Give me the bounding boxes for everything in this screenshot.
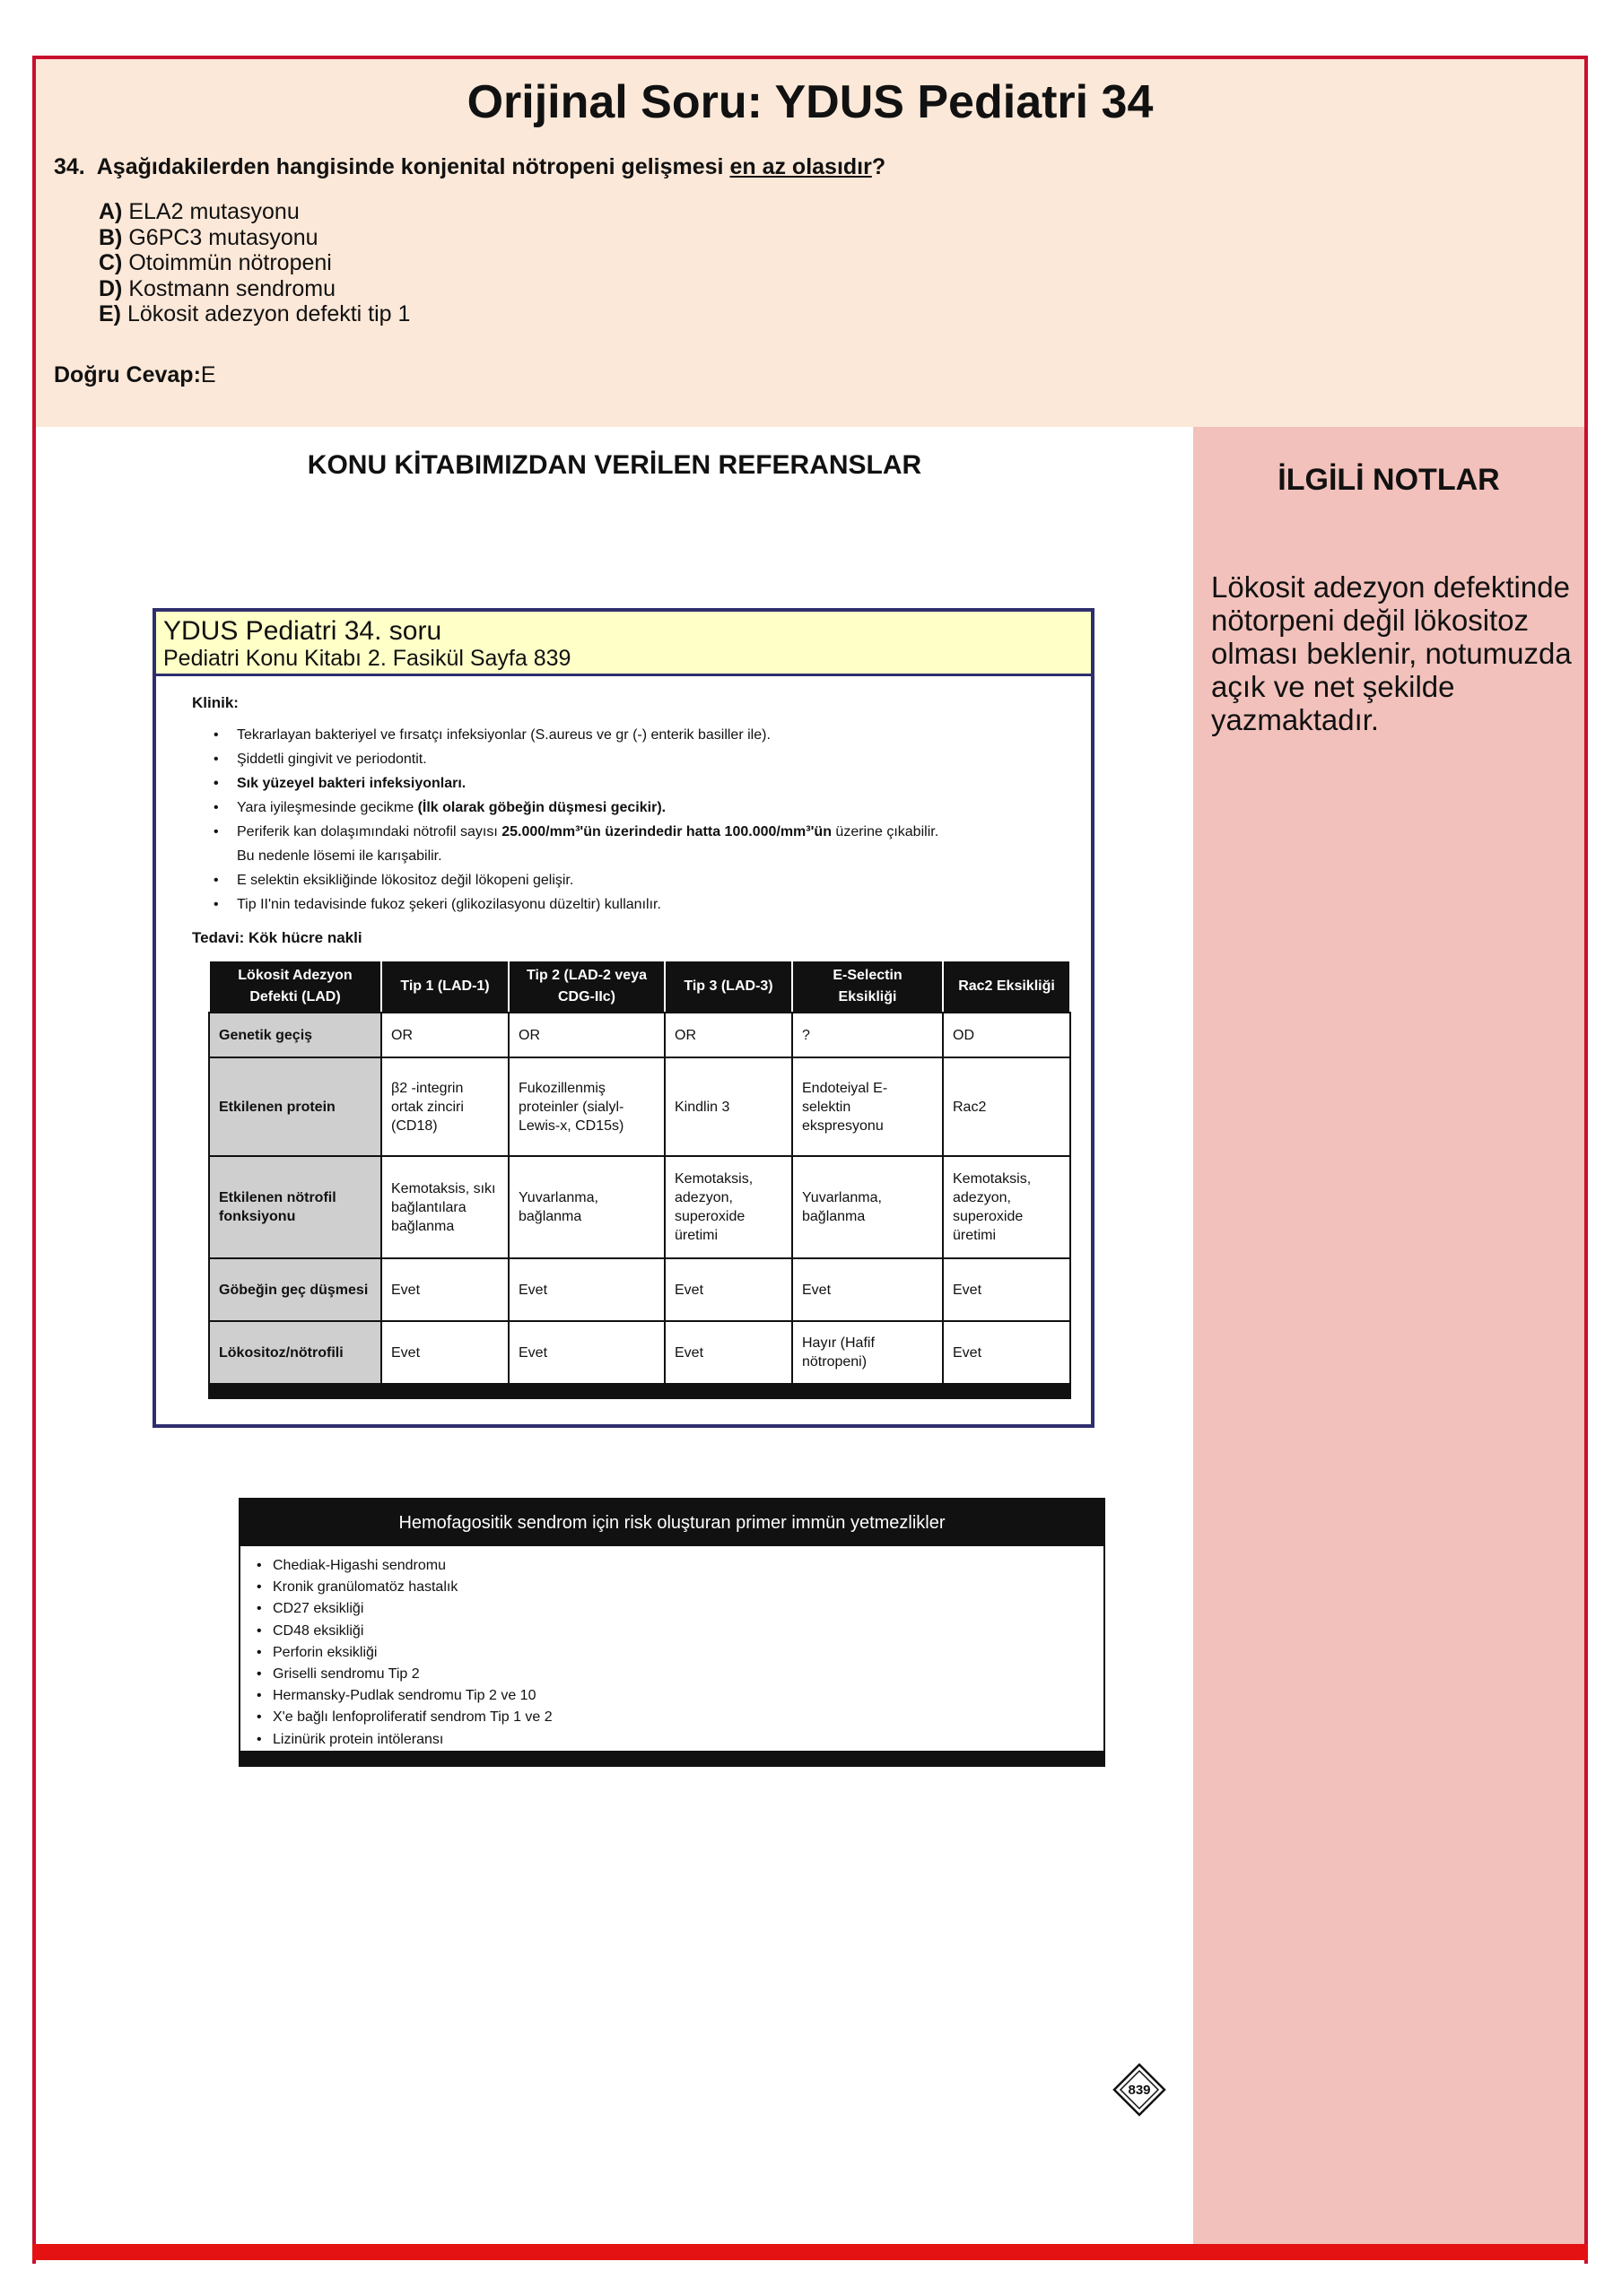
row-label: Etkilenen nötrofil fonksiyonu [209,1156,381,1258]
list-item: • Periferik kan dolaşımındaki nötrofil sayısı 25.000/mm³'ün üzerindedir hatta 100.000/mm³'ün üzerine çıkabilir. [208,820,1069,844]
row-label: Genetik geçiş [209,1013,381,1057]
row-label: Göbeğin geç düşmesi [209,1258,381,1321]
table-header-row [209,961,1070,1013]
hemophagocytic-list [255,1555,553,1751]
table-cell: Fukozillenmiş proteinler (sialyl-Lewis-x, CD15s) [509,1057,665,1156]
table-cell: Evet [509,1321,665,1384]
answer-label: Doğru Cevap: [54,362,201,387]
klinik-list [208,723,1069,917]
lad-table [208,960,1071,1399]
table-header: E-Selectin Eksikliği [792,961,943,1013]
table-cell: OR [509,1013,665,1057]
table-cell: Kemotaksis, sıkı bağlantılara bağlanma [381,1156,509,1258]
question-text-before: Aşağıdakilerden hangisinde konjenital nötropeni gelişmesi [96,154,730,179]
correct-answer [54,362,216,388]
table-cell: Yuvarlanma, bağlanma [509,1156,665,1258]
option-d: D) Kostmann sendromu [99,275,336,301]
row-label: Etkilenen protein [209,1057,381,1156]
list-item: • CD27 eksikliği [255,1598,553,1620]
question-text-underlined: en az olasıdır [729,154,872,179]
hemophagocytic-footer-bar [240,1751,1103,1765]
question-header [36,59,1584,427]
hemophagocytic-title: Hemofagositik sendrom için risk oluşturan primer immün yetmezlikler [240,1500,1103,1546]
reference-header-title: YDUS Pediatri 34. soru [163,616,442,646]
table-cell: Evet [792,1258,943,1321]
hemophagocytic-box [239,1498,1105,1767]
table-cell: Kemotaksis, adezyon, superoxide üretimi [665,1156,792,1258]
table-cell: β2 -integrin ortak zinciri (CD18) [381,1057,509,1156]
table-cell: ? [792,1013,943,1057]
option-a: A) ELA2 mutasyonu [99,199,300,224]
table-row [209,1013,1070,1057]
table-cell: Evet [665,1321,792,1384]
table-row [209,1321,1070,1384]
table-row [209,1258,1070,1321]
question-text-after: ? [871,154,886,179]
references-title: KONU KİTABIMIZDAN VERİLEN REFERANSLAR [307,450,922,480]
notes-panel [1193,427,1584,2248]
option-c: C) Otoimmün nötropeni [99,250,332,275]
table-cell: Rac2 [943,1057,1070,1156]
list-item: • Kronik granülomatöz hastalık [255,1577,553,1598]
row-label: Lökositoz/nötrofili [209,1321,381,1384]
question-text [54,154,885,180]
page-number-badge [1112,2063,1166,2117]
table-cell: OD [943,1013,1070,1057]
table-footer-bar [209,1384,1070,1398]
page-number: 839 [1128,2083,1151,2098]
table-cell: OR [665,1013,792,1057]
list-item: • CD48 eksikliği [255,1621,553,1642]
table-header: Lökosit Adezyon Defekti (LAD) [209,961,381,1013]
table-cell: Evet [943,1321,1070,1384]
list-item: • Lizinürik protein intöleransı [255,1729,553,1751]
options-list [99,199,410,327]
tedavi-label: Tedavi: Kök hücre nakli [192,929,362,946]
option-b: B) G6PC3 mutasyonu [99,224,318,250]
table-header: Rac2 Eksikliği [943,961,1070,1013]
table-row [209,1057,1070,1156]
table-cell: Kemotaksis, adezyon, superoxide üretimi [943,1156,1070,1258]
table-cell: Evet [509,1258,665,1321]
table-cell: Evet [943,1258,1070,1321]
list-item: • Tip II'nin tedavisinde fukoz şekeri (glikozilasyonu düzeltir) kullanılır. [208,892,1069,917]
klinik-label: Klinik: [192,694,239,711]
list-item: • Sık yüzeyel bakteri infeksiyonları. [208,771,1069,796]
table-cell: OR [381,1013,509,1057]
list-item: • Griselli sendromu Tip 2 [255,1664,553,1685]
question-number: 34. [54,154,85,179]
list-item: • Chediak-Higashi sendromu [255,1555,553,1577]
bottom-accent-bar [32,2244,1588,2260]
table-cell: Kindlin 3 [665,1057,792,1156]
table-header: Tip 2 (LAD-2 veya CDG-IIc) [509,961,665,1013]
table-cell: Hayır (Hafif nötropeni) [792,1321,943,1384]
list-item: • X'e bağlı lenfoproliferatif sendrom Tip 1 ve 2 [255,1707,553,1728]
notes-title: İLGİLİ NOTLAR [1278,463,1500,497]
page-title: Orijinal Soru: YDUS Pediatri 34 [467,76,1154,128]
option-e: E) Lökosit adezyon defekti tip 1 [99,301,411,326]
table-cell: Endoteiyal E-selektin ekspresyonu [792,1057,943,1156]
page-frame [32,56,1588,2264]
table-header: Tip 3 (LAD-3) [665,961,792,1013]
table-cell: Evet [381,1321,509,1384]
list-item: • Perforin eksikliği [255,1642,553,1664]
reference-header [156,612,1091,676]
table-row [209,1156,1070,1258]
list-item: • Yara iyileşmesinde gecikme (İlk olarak göbeğin düşmesi gecikir). [208,796,1069,820]
notes-text: Lökosit adezyon defektinde nötorpeni değil lökositoz olması beklenir, notumuzda açık ve net şekilde yazmaktadır. [1211,570,1572,736]
reference-box [153,608,1094,1428]
list-item: • Tekrarlayan bakteriyel ve fırsatçı infeksiyonlar (S.aureus ve gr (-) enterik basiller ile). [208,723,1069,747]
table-cell: Evet [665,1258,792,1321]
table-cell: Yuvarlanma, bağlanma [792,1156,943,1258]
list-item: • Şiddetli gingivit ve periodontit. [208,747,1069,771]
table-cell: Evet [381,1258,509,1321]
table-header: Tip 1 (LAD-1) [381,961,509,1013]
answer-value: E [200,362,216,387]
reference-header-source: Pediatri Konu Kitabı 2. Fasikül Sayfa 839 [163,646,571,671]
list-item: • Hermansky-Pudlak sendromu Tip 2 ve 10 [255,1685,553,1707]
list-item-continuation: Bu nedenle lösemi ile karışabilir. [237,848,442,864]
list-item: • E selektin eksikliğinde lökositoz değil lökopeni gelişir. [208,868,1069,892]
